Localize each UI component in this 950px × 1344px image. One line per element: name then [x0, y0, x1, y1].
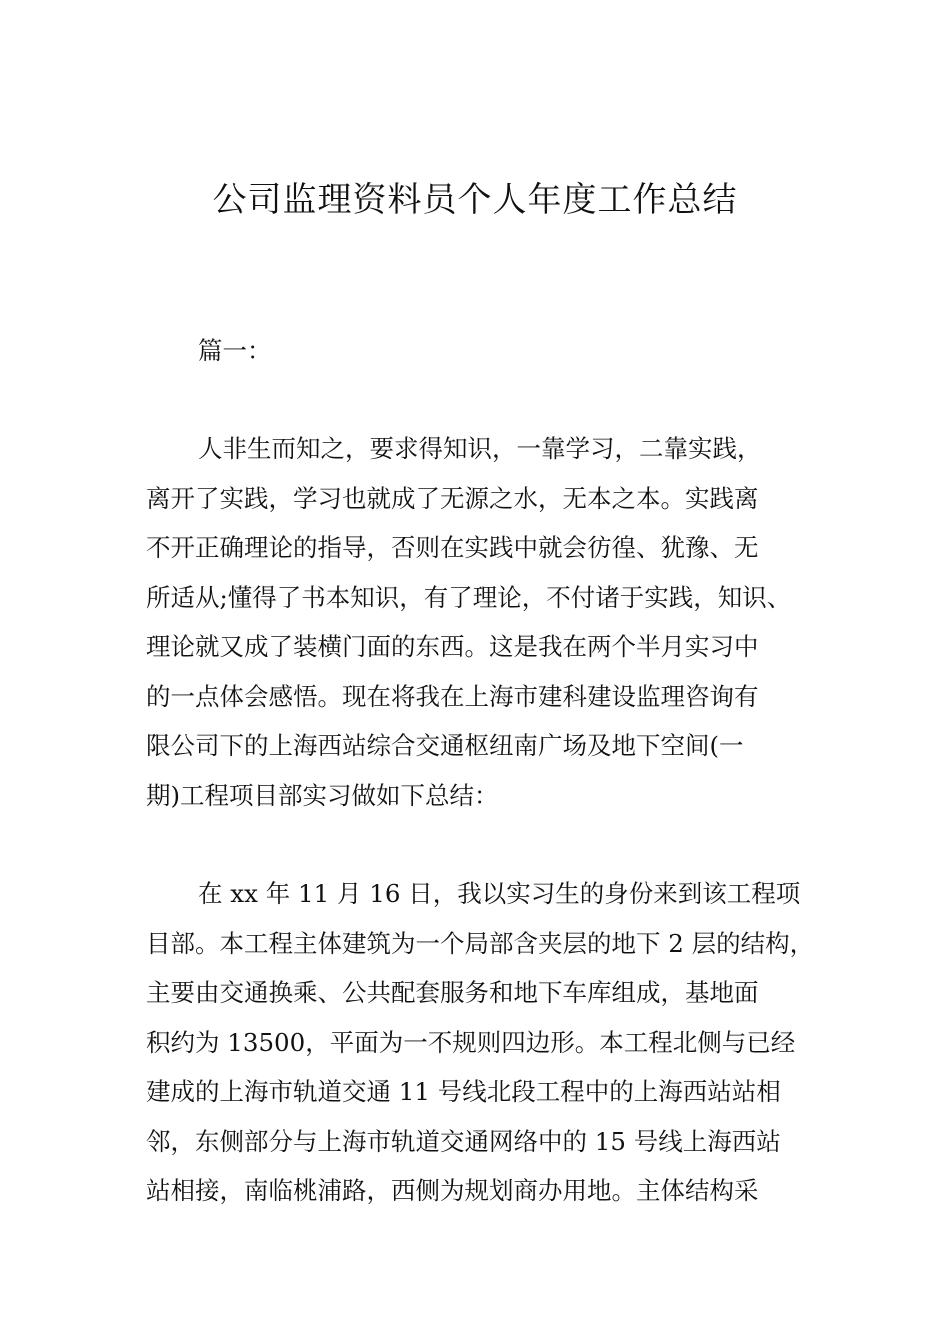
section-label [146, 326, 826, 376]
paragraph-line: 建成的上海市轨道交通 11 号线北段工程中的上海西站站相 [146, 1077, 781, 1106]
paragraph-line: 理论就又成了装横门面的东西。这是我在两个半月实习中 [146, 632, 759, 661]
paragraph-2 [146, 869, 826, 1216]
document-title: 公司监理资料员个人年度工作总结 [212, 180, 738, 220]
paragraph-line: 限公司下的上海西站综合交通枢纽南广场及地下空间(一 [146, 731, 744, 760]
paragraph-1 [146, 424, 826, 820]
section-label-text: 篇一： [198, 336, 272, 365]
paragraph-line: 邻，东侧部分与上海市轨道交通网络中的 15 号线上海西站 [146, 1126, 781, 1156]
paragraph-line: 期)工程项目部实习做如下总结： [146, 780, 499, 810]
paragraph-line: 的一点体会感悟。现在将我在上海市建科建设监理咨询有 [146, 681, 759, 711]
paragraph-line: 在 xx 年 11 月 16 日，我以实习生的身份来到该工程项 [198, 879, 801, 908]
paragraph-line: 目部。本工程主体建筑为一个局部含夹层的地下 2 层的结构， [146, 928, 815, 958]
paragraph-line: 站相接，南临桃浦路，西侧为规划商办用地。主体结构采 [146, 1176, 759, 1205]
paragraph-line: 人非生而知之，要求得知识，一靠学习，二靠实践， [198, 434, 762, 463]
paragraph-line: 积约为 13500，平面为一不规则四边形。本工程北侧与已经 [146, 1027, 796, 1057]
paragraph-line: 离开了实践，学习也就成了无源之水，无本之本。实践离 [146, 483, 759, 513]
paragraph-line: 主要由交通换乘、公共配套服务和地下车库组成，基地面 [146, 978, 759, 1007]
paragraph-line: 所适从;懂得了书本知识，有了理论，不付诸于实践，知识、 [146, 582, 792, 612]
paragraph-line: 不开正确理论的指导，否则在实践中就会彷徨、犹豫、无 [146, 533, 759, 562]
